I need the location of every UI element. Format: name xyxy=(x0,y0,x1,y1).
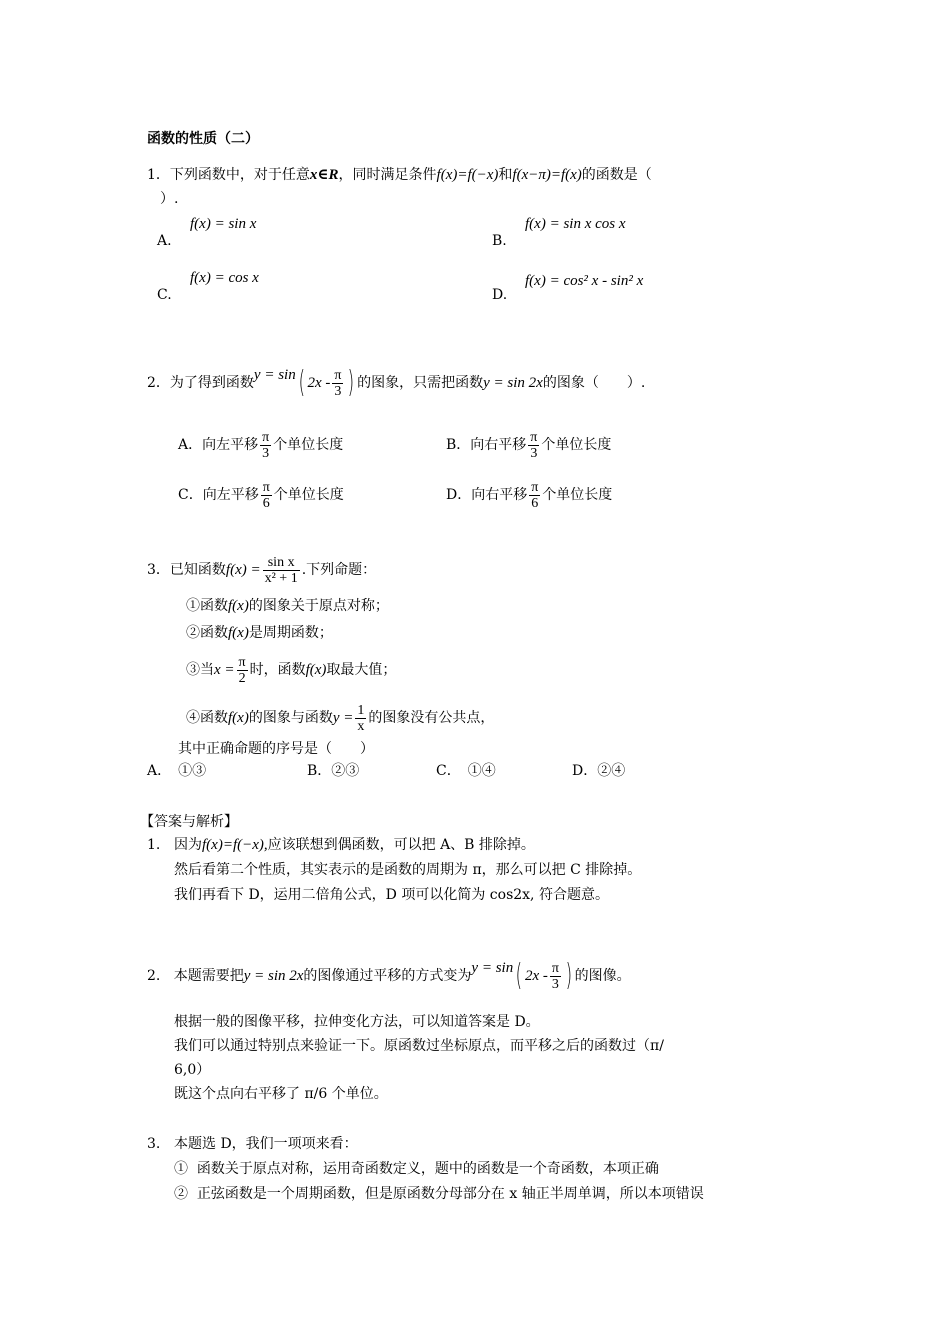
q2-target-prefix: y = sin xyxy=(253,367,296,383)
q1-option-b-expr: f(x) = sin x cos x xyxy=(525,216,626,232)
q1-option-d-label: D. xyxy=(492,287,508,303)
q2-stem-c: 的图象（ ）. xyxy=(542,375,646,391)
answer-heading: 【答案与解析】 xyxy=(140,814,238,830)
q1-stem-d: ）. xyxy=(160,191,179,207)
answer-1-line-3: 我们再看下 D，运用二倍角公式，D 项可以化简为 cos2x, 符合题意。 xyxy=(174,887,609,903)
q1-cond: x∈R xyxy=(309,167,339,183)
q2-target-inner: 2x - xyxy=(307,375,331,391)
q2-stem: 2．为了得到函数y = sin( 2x - $\frac{\pi}{3}$ ) 的图象，只需把函数y = sin 2x的图象（ ）. xyxy=(147,365,646,400)
answer-3-line-1: 本题选 D，我们一项项来看： xyxy=(174,1136,358,1152)
answer-1-line-1: 因为f(x)=f(−x),应该联想到偶函数，可以把 A、B 排除掉。 xyxy=(174,837,535,853)
answer-3-item-1: ① 函数关于原点对称，运用奇函数定义，题中的函数是一个奇函数，本项正确 xyxy=(174,1161,659,1177)
page-title: 函数的性质（二） xyxy=(147,131,259,147)
q1-option-a-expr: f(x) = sin x xyxy=(190,216,257,232)
q1-stem-a: 1．下列函数中，对于任意 xyxy=(147,167,310,183)
q3-proposition-3: ③当x = $\frac{\pi}{2}$ 时，函数f(x)取最大值； xyxy=(186,654,397,686)
q3-fraction: $\frac{\text{sin x}}{\text{x² + 1}}$ xyxy=(264,554,298,586)
q3-proposition-4: ④函数f(x)的图象与函数y = $\frac{1}{x}$ 的图象没有公共点， xyxy=(186,702,495,734)
q3-fx: f(x) = xyxy=(225,562,261,578)
q3-stem: 3．已知函数f(x) = $\frac{\text{sin x}}{\text{x² + 1}}$ .下列命题： xyxy=(147,554,377,586)
answer-1-number: 1. xyxy=(147,837,161,853)
q3-proposition-2: ②函数f(x)是周期函数； xyxy=(186,625,333,641)
q1-formula1: f(x)=f(−x) xyxy=(436,167,499,183)
q1-option-d-expr: f(x) = cos² x - sin² x xyxy=(525,273,644,289)
q1-option-a-label: A. xyxy=(157,233,172,249)
q2-option-b: B．向右平移 $\frac{\pi}{3}$ 个单位长度 xyxy=(446,429,612,461)
q2-option-d: D．向右平移 $\frac{\pi}{6}$ 个单位长度 xyxy=(446,479,613,511)
q2-option-c: C．向左平移 $\frac{\pi}{6}$ 个单位长度 xyxy=(178,479,344,511)
q1-option-c-label: C. xyxy=(157,287,172,303)
answer-2-line-5: 既这个点向右平移了 π/6 个单位。 xyxy=(174,1086,388,1102)
answer-3-number: 3. xyxy=(147,1136,161,1152)
q1-stem xyxy=(147,166,652,184)
q2-target-fraction: $\frac{\pi}{3}$ xyxy=(334,367,342,399)
q3-option-b: B．②③ xyxy=(307,763,360,779)
q3-option-a: A． ①③ xyxy=(147,763,207,779)
answer-2-line-1: 2. 本题需要把y = sin 2x的图像通过平移的方式变为y = sin( 2x - $\frac{\pi}{3}$ ) 的图像。 xyxy=(147,958,631,993)
q2-option-a: A．向左平移 $\frac{\pi}{3}$ 个单位长度 xyxy=(178,429,344,461)
q1-option-b-label: B. xyxy=(492,233,507,249)
q1-formula2: f(x−π)=f(x) xyxy=(512,167,582,183)
answer-2-line-3: 我们可以通过特别点来验证一下。原函数过坐标原点，而平移之后的函数过（π/ xyxy=(174,1038,664,1054)
q1-conj: 和 xyxy=(498,167,513,183)
q3-option-c: C． ①④ xyxy=(436,763,496,779)
answer-2-line-4: 6,0） xyxy=(174,1062,211,1078)
q1-option-c-expr: f(x) = cos x xyxy=(190,270,259,286)
q3-proposition-1: ①函数f(x)的图象关于原点对称； xyxy=(186,598,389,614)
q1-stem-c: 的函数是（ xyxy=(581,167,652,183)
q2-stem-a: 2．为了得到函数 xyxy=(147,375,254,391)
answer-2-line-2: 根据一般的图像平移，拉伸变化方法，可以知道答案是 D。 xyxy=(174,1014,540,1030)
q3-ask: 其中正确命题的序号是（ ） xyxy=(178,741,374,757)
q1-stem-b: ，同时满足条件 xyxy=(338,167,437,183)
answer-1-line-2: 然后看第二个性质，其实表示的是函数的周期为 π，那么可以把 C 排除掉。 xyxy=(174,862,642,878)
q2-source: y = sin 2x xyxy=(483,375,543,391)
answer-3-item-2: ② 正弦函数是一个周期函数，但是原函数分母部分在 x 轴正半周单调，所以本项错误 xyxy=(174,1186,704,1202)
q2-stem-b: 的图象，只需把函数 xyxy=(357,375,484,391)
q3-option-d: D．②④ xyxy=(572,763,626,779)
